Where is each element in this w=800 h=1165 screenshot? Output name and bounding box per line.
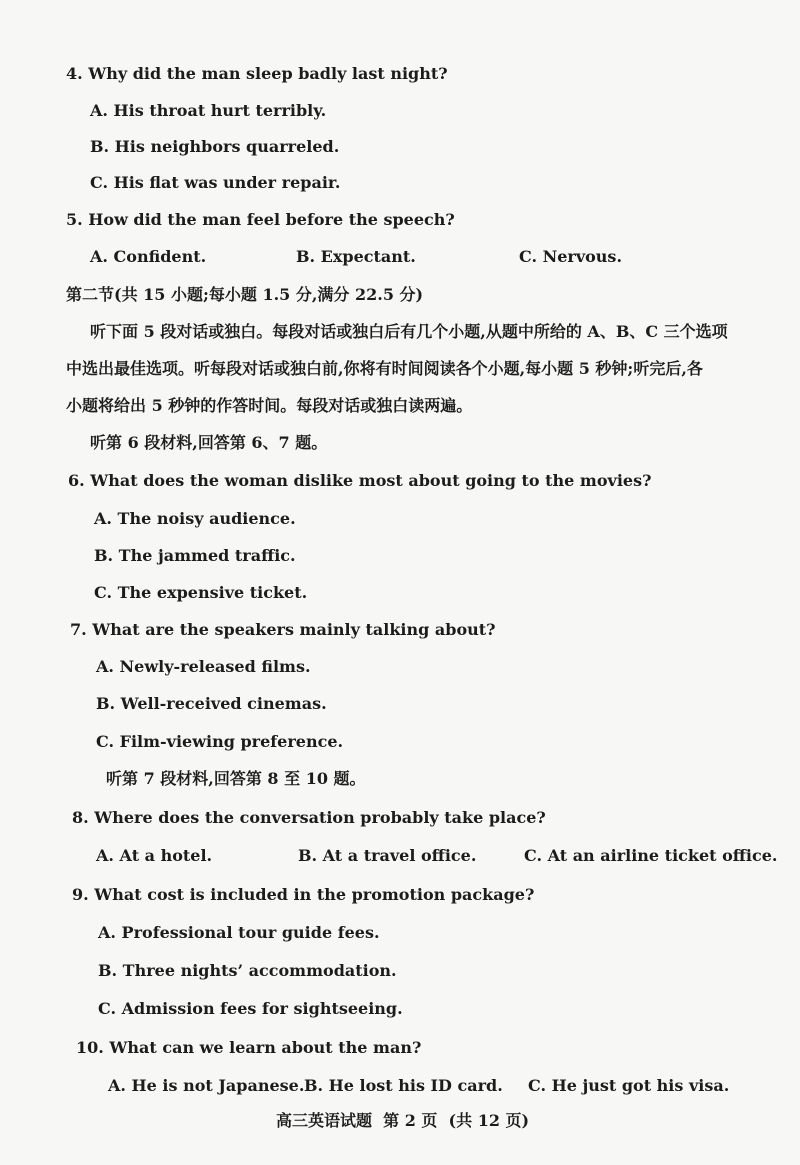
q9-option-b: B. Three nights’ accommodation. xyxy=(98,961,397,980)
q8-stem: 8. Where does the conversation probably take place? xyxy=(72,808,546,827)
q7-option-b: B. Well-received cinemas. xyxy=(96,694,327,713)
q6-option-b: B. The jammed traffic. xyxy=(94,546,296,565)
q4-stem: 4. Why did the man sleep badly last night? xyxy=(66,64,448,83)
q6-stem: 6. What does the woman dislike most about going to the movies? xyxy=(68,471,652,490)
q7-option-a: A. Newly-released films. xyxy=(96,657,311,676)
section2-instructions-line1: 听下面 5 段对话或独白。每段对话或独白后有几个小题,从题中所给的 A、B、C 三个选项 xyxy=(90,322,728,341)
q10-stem: 10. What can we learn about the man? xyxy=(76,1038,422,1057)
page-footer: 高三英语试题 第 2 页 (共 12 页) xyxy=(276,1111,530,1130)
section2-instructions-line2: 中选出最佳选项。听每段对话或独白前,你将有时间阅读各个小题,每小题 5 秒钟;听完后,各 xyxy=(66,359,703,378)
q9-option-c: C. Admission fees for sightseeing. xyxy=(98,999,403,1018)
q8-option-a: A. At a hotel. xyxy=(96,846,213,865)
q9-stem: 9. What cost is included in the promotion package? xyxy=(72,885,535,904)
q8-option-c: C. At an airline ticket office. xyxy=(524,846,778,865)
q10-option-c: C. He just got his visa. xyxy=(528,1076,730,1095)
q6-option-c: C. The expensive ticket. xyxy=(94,583,308,602)
q5-option-c: C. Nervous. xyxy=(519,247,623,266)
material-6-heading: 听第 6 段材料,回答第 6、7 题。 xyxy=(90,433,328,452)
q5-option-b: B. Expectant. xyxy=(296,247,416,266)
q5-option-a: A. Confident. xyxy=(90,247,207,266)
q7-option-c: C. Film-viewing preference. xyxy=(96,732,344,751)
q6-option-a: A. The noisy audience. xyxy=(94,509,296,528)
q10-option-a: A. He is not Japanese. xyxy=(108,1076,305,1095)
q8-option-b: B. At a travel office. xyxy=(298,846,477,865)
q7-stem: 7. What are the speakers mainly talking about? xyxy=(70,620,496,639)
section2-heading: 第二节(共 15 小题;每小题 1.5 分,满分 22.5 分) xyxy=(66,285,424,304)
q5-stem: 5. How did the man feel before the speech? xyxy=(66,210,455,229)
q9-option-a: A. Professional tour guide fees. xyxy=(98,923,380,942)
material-7-heading: 听第 7 段材料,回答第 8 至 10 题。 xyxy=(106,769,366,788)
section2-instructions-line3: 小题将给出 5 秒钟的作答时间。每段对话或独白读两遍。 xyxy=(66,396,473,415)
q4-option-a: A. His throat hurt terribly. xyxy=(90,101,327,120)
q4-option-c: C. His flat was under repair. xyxy=(90,173,341,192)
q4-option-b: B. His neighbors quarreled. xyxy=(90,137,340,156)
q10-option-b: B. He lost his ID card. xyxy=(304,1076,503,1095)
